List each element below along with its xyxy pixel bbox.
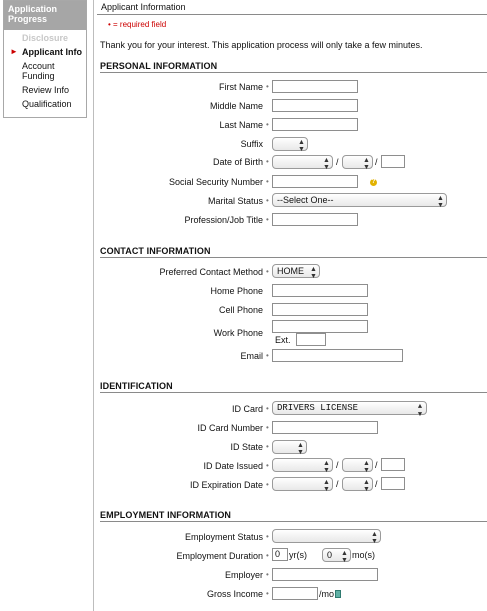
date-separator: /: [375, 460, 378, 470]
id-card-number-field[interactable]: [272, 421, 378, 434]
id-card-label: ID Card: [231, 404, 263, 414]
marital-status-label: Marital Status: [207, 196, 263, 206]
home-phone-label: Home Phone: [210, 286, 263, 296]
work-phone-field[interactable]: [272, 320, 368, 333]
required-bullet: •: [266, 157, 269, 166]
employment-status-label: Employment Status: [184, 532, 263, 542]
required-bullet: •: [266, 215, 269, 224]
months-unit-label: mo(s): [352, 550, 375, 560]
dob-year-field[interactable]: [381, 155, 405, 168]
chevron-updown-icon: ▲▼: [297, 442, 304, 456]
required-bullet: •: [266, 461, 269, 470]
chevron-updown-icon: ▲▼: [298, 139, 305, 153]
middle-name-label: Middle Name: [209, 101, 263, 111]
select-value: 0: [327, 550, 333, 560]
chevron-updown-icon: ▲▼: [416, 403, 424, 419]
required-bullet: •: [266, 532, 269, 541]
id-expiration-label: ID Expiration Date: [189, 480, 263, 490]
required-bullet: •: [266, 551, 269, 560]
section-employment-information: EMPLOYMENT INFORMATION: [100, 510, 487, 522]
id-expiration-day-select[interactable]: [342, 477, 373, 491]
suffix-label: Suffix: [240, 139, 263, 149]
chevron-updown-icon: ▲▼: [371, 531, 378, 545]
step-label: Review Info: [22, 85, 70, 95]
ext-label: Ext.: [275, 335, 291, 345]
step-account-funding: [4, 61, 86, 81]
duration-years-field[interactable]: 0: [272, 548, 288, 561]
id-state-label: ID State: [230, 442, 263, 452]
id-expiration-year-field[interactable]: [381, 477, 405, 490]
first-name-field[interactable]: [272, 80, 358, 93]
first-name-label: First Name: [218, 82, 263, 92]
cell-phone-field[interactable]: [272, 303, 368, 316]
email-field[interactable]: [272, 349, 403, 362]
intro-text: Thank you for your interest. This application process will only take a few minutes.: [100, 40, 423, 50]
ssn-label: Social Security Number: [168, 177, 263, 187]
date-separator: /: [336, 460, 339, 470]
date-separator: /: [336, 479, 339, 489]
work-phone-label: Work Phone: [213, 328, 263, 338]
middle-name-field[interactable]: [272, 99, 358, 112]
calculator-icon[interactable]: [335, 590, 341, 598]
select-value: DRIVERS LICENSE: [277, 403, 359, 413]
step-applicant-info: [4, 47, 86, 57]
chevron-updown-icon: ▲▼: [437, 195, 444, 209]
employment-duration-label: Employment Duration: [176, 551, 263, 561]
home-phone-field[interactable]: [272, 284, 368, 297]
required-field-note: • = required field: [108, 20, 167, 29]
id-card-number-label: ID Card Number: [197, 423, 263, 433]
id-issued-day-select[interactable]: [342, 458, 373, 472]
id-date-issued-label: ID Date Issued: [203, 461, 263, 471]
section-contact-information: CONTACT INFORMATION: [100, 246, 487, 258]
required-bullet: •: [266, 442, 269, 451]
profession-label: Profession/Job Title: [184, 215, 263, 225]
last-name-field[interactable]: [272, 118, 358, 131]
cell-phone-label: Cell Phone: [218, 305, 263, 315]
current-step-arrow-icon: ►: [10, 47, 18, 56]
required-bullet: •: [266, 267, 269, 276]
date-separator: /: [375, 479, 378, 489]
required-bullet: •: [266, 423, 269, 432]
required-bullet: •: [266, 480, 269, 489]
help-icon[interactable]: ?: [371, 179, 376, 185]
years-unit-label: yr(s): [289, 550, 307, 560]
last-name-label: Last Name: [219, 120, 263, 130]
chevron-updown-icon: ▲▼: [363, 157, 370, 171]
chevron-updown-icon: ▲▼: [363, 479, 370, 493]
employment-status-select[interactable]: [272, 529, 381, 543]
profession-field[interactable]: [272, 213, 358, 226]
employer-field[interactable]: [272, 568, 378, 581]
duration-months-select[interactable]: [322, 548, 351, 562]
dob-month-select[interactable]: [272, 155, 333, 169]
chevron-updown-icon: ▲▼: [363, 460, 370, 474]
page-title: Applicant Information: [97, 0, 487, 15]
required-bullet: •: [266, 404, 269, 413]
section-identification: IDENTIFICATION: [100, 381, 487, 393]
id-issued-month-select[interactable]: [272, 458, 333, 472]
gross-income-label: Gross Income: [206, 589, 263, 599]
required-bullet: •: [266, 82, 269, 91]
step-label: Qualification: [22, 99, 72, 109]
ssn-field[interactable]: [272, 175, 358, 188]
employer-label: Employer: [224, 570, 263, 580]
chevron-updown-icon: ▲▼: [341, 550, 348, 564]
required-bullet: •: [266, 120, 269, 129]
step-label: Account Funding: [22, 61, 55, 81]
id-issued-year-field[interactable]: [381, 458, 405, 471]
chevron-updown-icon: ▲▼: [323, 460, 330, 474]
chevron-updown-icon: ▲▼: [310, 266, 317, 280]
dob-day-select[interactable]: [342, 155, 373, 169]
step-label: Disclosure: [22, 33, 69, 43]
chevron-updown-icon: ▲▼: [323, 479, 330, 493]
preferred-contact-label: Preferred Contact Method: [159, 267, 263, 277]
date-separator: /: [375, 157, 378, 167]
id-expiration-month-select[interactable]: [272, 477, 333, 491]
income-unit-label: /mo: [319, 589, 335, 599]
required-bullet: •: [266, 177, 269, 186]
work-ext-field[interactable]: [296, 333, 326, 346]
date-separator: /: [336, 157, 339, 167]
required-bullet: •: [266, 196, 269, 205]
required-bullet: •: [266, 570, 269, 579]
id-state-select[interactable]: [272, 440, 307, 454]
required-bullet: •: [266, 589, 269, 598]
section-personal-information: PERSONAL INFORMATION: [100, 61, 487, 73]
id-card-select[interactable]: [272, 401, 427, 419]
chevron-updown-icon: ▲▼: [323, 157, 330, 171]
email-label: Email: [240, 351, 263, 361]
select-value: HOME: [277, 266, 304, 276]
gross-income-field[interactable]: [272, 587, 318, 600]
progress-steps: [4, 30, 86, 109]
preferred-contact-select[interactable]: [272, 264, 320, 278]
marital-status-select[interactable]: [272, 193, 447, 207]
required-bullet: •: [266, 351, 269, 360]
step-label: Applicant Info: [22, 47, 82, 57]
step-disclosure: [4, 33, 86, 43]
suffix-select[interactable]: [272, 137, 308, 151]
dob-label: Date of Birth: [212, 157, 263, 167]
application-progress-title: Application Progress: [4, 1, 86, 30]
select-value: --Select One--: [277, 195, 334, 205]
